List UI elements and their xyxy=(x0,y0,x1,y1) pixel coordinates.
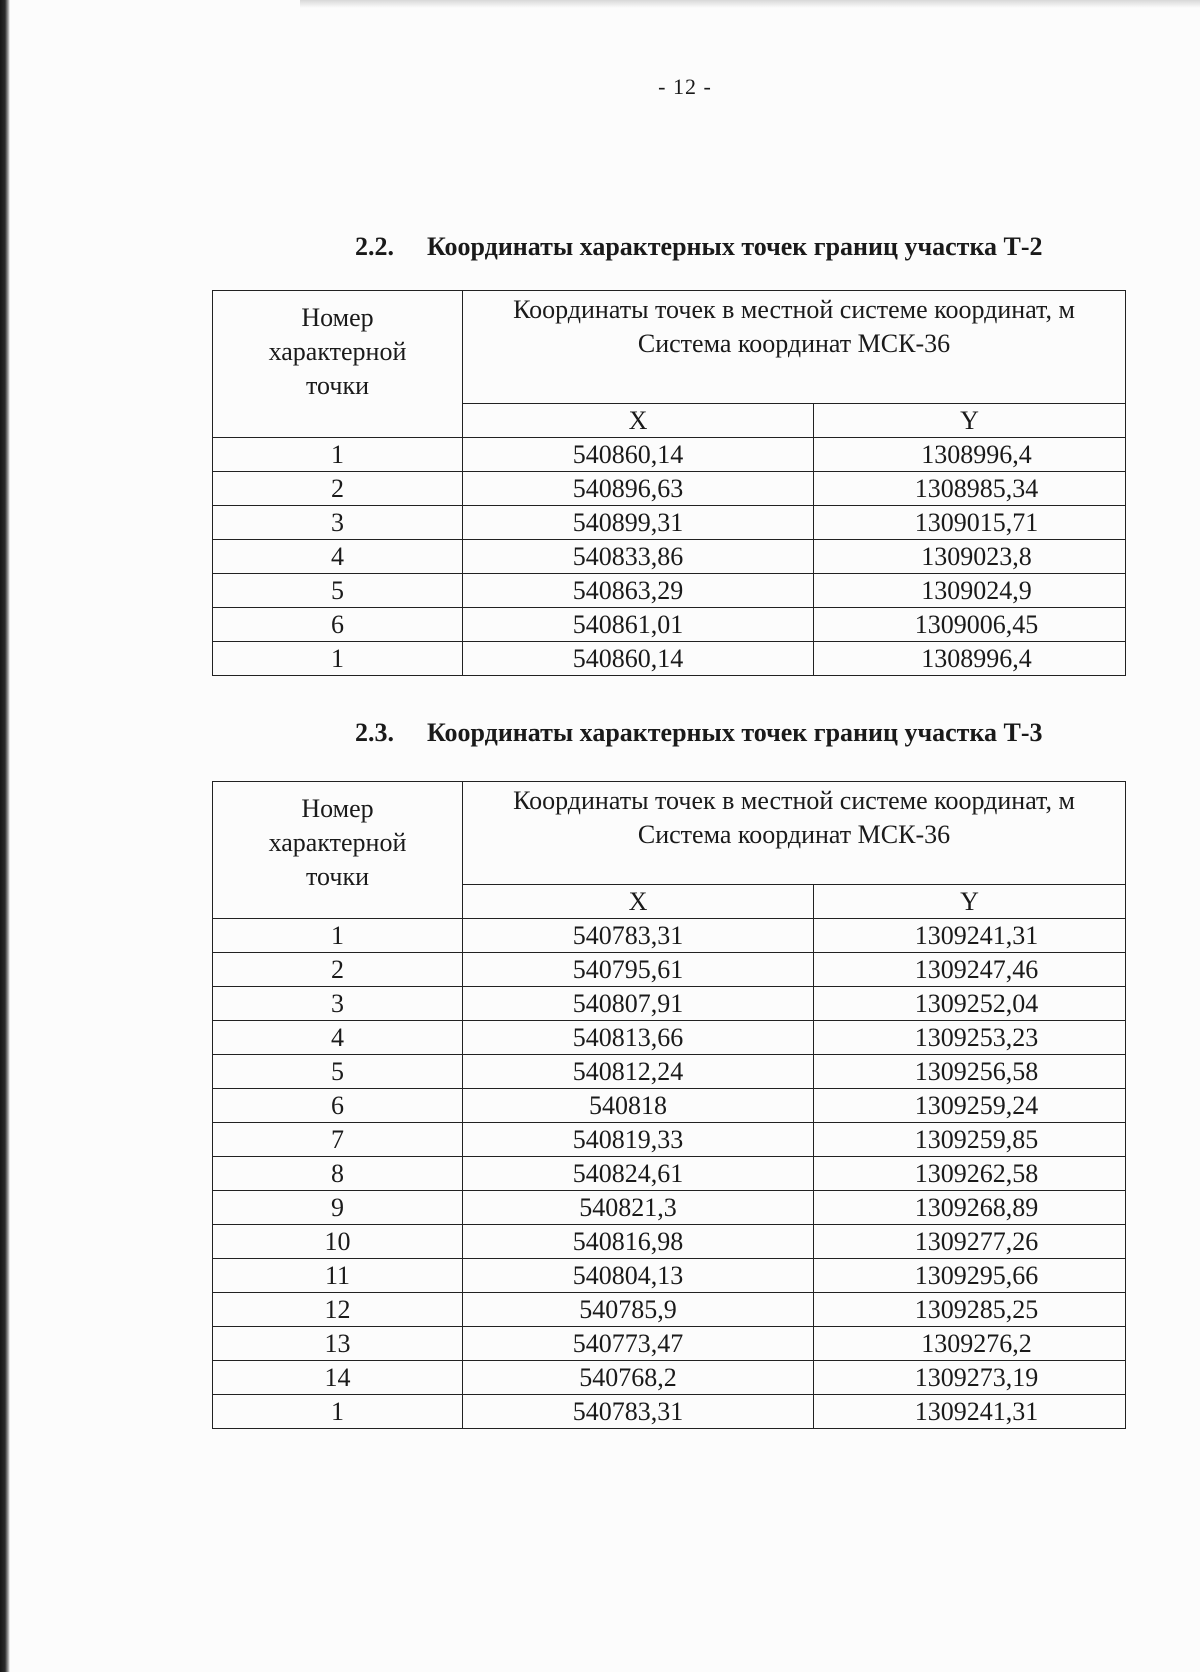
x-coordinate-cell: 540860,14 xyxy=(463,438,814,472)
table-row xyxy=(213,1123,1126,1157)
point-number-cell: 6 xyxy=(213,1089,463,1123)
x-coordinate-cell: 540863,29 xyxy=(463,574,814,608)
table-row xyxy=(213,1327,1126,1361)
y-coordinate-cell: 1308985,34 xyxy=(814,472,1126,506)
x-coordinate-cell: 540824,61 xyxy=(463,1157,814,1191)
table-row xyxy=(213,574,1126,608)
table-body xyxy=(213,919,1126,1429)
point-number-cell: 14 xyxy=(213,1361,463,1395)
header-line: характерной xyxy=(268,828,407,857)
table-row xyxy=(213,953,1126,987)
table-header-row xyxy=(213,782,1126,885)
x-coordinate-cell: 540773,47 xyxy=(463,1327,814,1361)
table-row xyxy=(213,608,1126,642)
header-line: Система координат МСК-36 xyxy=(637,329,951,358)
section-heading-t2 xyxy=(355,232,1043,262)
y-header: Y xyxy=(814,404,1126,438)
point-number-header xyxy=(213,291,463,438)
point-number-cell: 3 xyxy=(213,987,463,1021)
y-coordinate-cell: 1309273,19 xyxy=(814,1361,1126,1395)
coordinates-table-t3 xyxy=(212,781,1126,1429)
table-row xyxy=(213,1089,1126,1123)
table-row xyxy=(213,1191,1126,1225)
table-row xyxy=(213,1395,1126,1429)
y-coordinate-cell: 1309006,45 xyxy=(814,608,1126,642)
y-coordinate-cell: 1309259,24 xyxy=(814,1089,1126,1123)
header-line: Координаты точек в местной системе координат, м xyxy=(513,786,1075,815)
y-coordinate-cell: 1309241,31 xyxy=(814,1395,1126,1429)
point-number-cell: 7 xyxy=(213,1123,463,1157)
x-coordinate-cell: 540860,14 xyxy=(463,642,814,676)
header-line: точки xyxy=(306,862,369,891)
table-row xyxy=(213,1021,1126,1055)
x-coordinate-cell: 540813,66 xyxy=(463,1021,814,1055)
point-number-cell: 1 xyxy=(213,919,463,953)
point-number-cell: 1 xyxy=(213,438,463,472)
point-number-cell: 4 xyxy=(213,540,463,574)
point-number-cell: 13 xyxy=(213,1327,463,1361)
x-coordinate-cell: 540812,24 xyxy=(463,1055,814,1089)
point-number-cell: 12 xyxy=(213,1293,463,1327)
x-coordinate-cell: 540818 xyxy=(463,1089,814,1123)
x-header: X xyxy=(463,885,814,919)
header-line: Номер xyxy=(301,303,374,332)
header-line: Номер xyxy=(301,794,374,823)
x-coordinate-cell: 540783,31 xyxy=(463,919,814,953)
point-number-cell: 2 xyxy=(213,953,463,987)
table-row xyxy=(213,1225,1126,1259)
y-coordinate-cell: 1308996,4 xyxy=(814,642,1126,676)
point-number-cell: 4 xyxy=(213,1021,463,1055)
point-number-cell: 5 xyxy=(213,574,463,608)
scan-top-shadow xyxy=(300,0,1200,8)
y-coordinate-cell: 1309241,31 xyxy=(814,919,1126,953)
header-line: Система координат МСК-36 xyxy=(637,820,951,849)
x-coordinate-cell: 540807,91 xyxy=(463,987,814,1021)
y-coordinate-cell: 1309015,71 xyxy=(814,506,1126,540)
x-coordinate-cell: 540768,2 xyxy=(463,1361,814,1395)
table-row xyxy=(213,1259,1126,1293)
x-coordinate-cell: 540804,13 xyxy=(463,1259,814,1293)
y-coordinate-cell: 1309295,66 xyxy=(814,1259,1126,1293)
section-number: 2.2. xyxy=(355,232,394,261)
x-coordinate-cell: 540783,31 xyxy=(463,1395,814,1429)
y-coordinate-cell: 1309253,23 xyxy=(814,1021,1126,1055)
table-row xyxy=(213,1055,1126,1089)
point-number-cell: 8 xyxy=(213,1157,463,1191)
scan-edge-shadow xyxy=(0,0,10,1672)
table-row xyxy=(213,438,1126,472)
table-row xyxy=(213,540,1126,574)
section-number: 2.3. xyxy=(355,718,394,747)
x-header: X xyxy=(463,404,814,438)
table-header-row xyxy=(213,291,1126,404)
x-coordinate-cell: 540819,33 xyxy=(463,1123,814,1157)
table-row xyxy=(213,472,1126,506)
x-coordinate-cell: 540833,86 xyxy=(463,540,814,574)
header-line: точки xyxy=(306,371,369,400)
section-title: Координаты характерных точек границ участка Т-2 xyxy=(427,232,1043,261)
y-coordinate-cell: 1309285,25 xyxy=(814,1293,1126,1327)
point-number-header xyxy=(213,782,463,919)
y-coordinate-cell: 1309024,9 xyxy=(814,574,1126,608)
y-coordinate-cell: 1308996,4 xyxy=(814,438,1126,472)
point-number-cell: 6 xyxy=(213,608,463,642)
y-coordinate-cell: 1309277,26 xyxy=(814,1225,1126,1259)
header-line: Координаты точек в местной системе координат, м xyxy=(513,295,1075,324)
y-coordinate-cell: 1309252,04 xyxy=(814,987,1126,1021)
coordinates-header xyxy=(463,291,1126,404)
point-number-cell: 11 xyxy=(213,1259,463,1293)
table-row xyxy=(213,987,1126,1021)
y-coordinate-cell: 1309259,85 xyxy=(814,1123,1126,1157)
table-row xyxy=(213,1361,1126,1395)
y-coordinate-cell: 1309023,8 xyxy=(814,540,1126,574)
y-coordinate-cell: 1309247,46 xyxy=(814,953,1126,987)
y-header: Y xyxy=(814,885,1126,919)
table-row xyxy=(213,506,1126,540)
y-coordinate-cell: 1309262,58 xyxy=(814,1157,1126,1191)
point-number-cell: 2 xyxy=(213,472,463,506)
point-number-cell: 5 xyxy=(213,1055,463,1089)
y-coordinate-cell: 1309256,58 xyxy=(814,1055,1126,1089)
x-coordinate-cell: 540861,01 xyxy=(463,608,814,642)
section-heading-t3 xyxy=(355,718,1043,748)
table-body xyxy=(213,438,1126,676)
table-row xyxy=(213,1157,1126,1191)
point-number-cell: 1 xyxy=(213,1395,463,1429)
page-number: - 12 - xyxy=(658,74,712,99)
x-coordinate-cell: 540816,98 xyxy=(463,1225,814,1259)
header-line: характерной xyxy=(268,337,407,366)
point-number-cell: 10 xyxy=(213,1225,463,1259)
table-row xyxy=(213,642,1126,676)
section-title: Координаты характерных точек границ участка Т-3 xyxy=(427,718,1043,747)
y-coordinate-cell: 1309268,89 xyxy=(814,1191,1126,1225)
x-coordinate-cell: 540795,61 xyxy=(463,953,814,987)
x-coordinate-cell: 540896,63 xyxy=(463,472,814,506)
y-coordinate-cell: 1309276,2 xyxy=(814,1327,1126,1361)
point-number-cell: 1 xyxy=(213,642,463,676)
point-number-cell: 9 xyxy=(213,1191,463,1225)
point-number-cell: 3 xyxy=(213,506,463,540)
coordinates-table-t2 xyxy=(212,290,1126,676)
x-coordinate-cell: 540899,31 xyxy=(463,506,814,540)
table-row xyxy=(213,919,1126,953)
x-coordinate-cell: 540785,9 xyxy=(463,1293,814,1327)
x-coordinate-cell: 540821,3 xyxy=(463,1191,814,1225)
coordinates-header xyxy=(463,782,1126,885)
table-row xyxy=(213,1293,1126,1327)
